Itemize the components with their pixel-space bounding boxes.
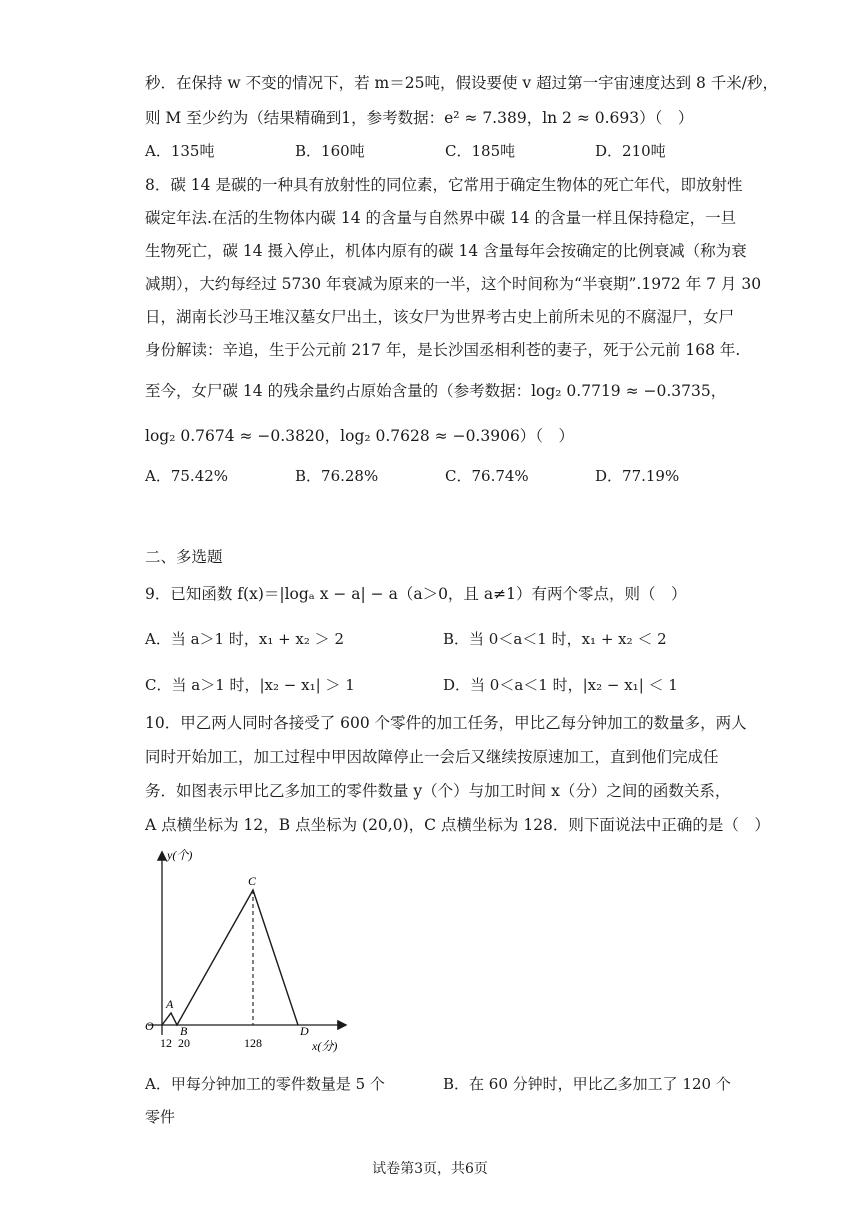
q8-option-c[interactable]: C．76.74% — [445, 467, 529, 485]
q10-line-3: 务．如图表示甲比乙多加工的零件数量 y（个）与加工时间 x（分）之间的函数关系， — [145, 782, 731, 800]
q9-option-a[interactable]: A．当 a＞1 时，x₁ + x₂ ＞ 2 — [145, 630, 344, 648]
q8-option-d[interactable]: D．77.19% — [595, 467, 680, 485]
q9-option-c[interactable]: C．当 a＞1 时，|x₂ − x₁| ＞ 1 — [145, 676, 355, 694]
x-axis-label: x(分) — [312, 1039, 338, 1053]
origin-label: O — [145, 1019, 154, 1033]
q10-option-b[interactable]: B．在 60 分钟时，甲比乙多加工了 120 个 — [443, 1075, 731, 1093]
q7-option-c[interactable]: C．185吨 — [445, 142, 516, 160]
q8-line-6: 身份解读：辛追，生于公元前 217 年，是长沙国丞相利苍的妻子，死于公元前 168 年. — [145, 341, 741, 359]
q10-option-a[interactable]: A．甲每分钟加工的零件数量是 5 个 — [145, 1075, 385, 1093]
tick-12-label: 12 — [160, 1036, 172, 1050]
q8-option-a[interactable]: A．75.42% — [145, 467, 229, 485]
point-d-label: D — [300, 1024, 309, 1038]
page-footer: 试卷第3页，共6页 — [372, 1161, 488, 1177]
q8-line-7: 至今，女尸碳 14 的残余量约占原始含量的（参考数据：log₂ 0.7719 ≈ −0.3735， — [145, 382, 727, 400]
tick-20-label: 20 — [178, 1036, 190, 1050]
point-c-label: C — [248, 874, 257, 888]
q7-option-a[interactable]: A．135吨 — [145, 142, 215, 160]
q10-line-4: A 点横坐标为 12，B 点坐标为 (20,0)，C 点横坐标为 128．则下面说法中正确的是（ ） — [145, 816, 770, 834]
q10-option-b-continued: 零件 — [145, 1108, 176, 1126]
q7-option-d[interactable]: D．210吨 — [595, 142, 666, 160]
q10-function-graph — [140, 845, 360, 1060]
point-a-label: A — [166, 997, 174, 1011]
q8-line-5: 日，湖南长沙马王堆汉墓女尸出土，该女尸为世界考古史上前所未见的不腐湿尸，女尸 — [145, 308, 735, 326]
q8-option-b[interactable]: B．76.28% — [295, 467, 379, 485]
q9-stem: 9．已知函数 f(x)＝|logₐ x − a| − a（a＞0，且 a≠1）有两个零点，则（ ） — [145, 585, 687, 603]
q9-option-d[interactable]: D．当 0＜a＜1 时，|x₂ − x₁| ＜ 1 — [443, 676, 678, 694]
q8-line-4: 减期），大约每经过 5730 年衰减为原来的一半，这个时间称为“半衰期”.1972 年 7 月 30 — [145, 275, 762, 293]
graph-polyline — [162, 890, 298, 1025]
q10-line-2: 同时开始加工，加工过程中甲因故障停止一会后又继续按原速加工，直到他们完成任 — [145, 748, 719, 766]
q9-option-b[interactable]: B．当 0＜a＜1 时，x₁ + x₂ ＜ 2 — [443, 630, 667, 648]
q8-line-2: 碳定年法.在活的生物体内碳 14 的含量与自然界中碳 14 的含量一样且保持稳定，一旦 — [145, 209, 737, 227]
q8-line-8: log₂ 0.7674 ≈ −0.3820，log₂ 0.7628 ≈ −0.3906）（ ） — [145, 427, 575, 445]
q10-line-1: 10．甲乙两人同时各接受了 600 个零件的加工任务，甲比乙每分钟加工的数量多，两人 — [145, 714, 747, 732]
section-heading-multiple-choice: 二、多选题 — [145, 548, 223, 566]
q7-line-1: 秒．在保持 w 不变的情况下，若 m＝25吨，假设要使 v 超过第一宇宙速度达到 8 千米/秒， — [145, 74, 779, 92]
q8-line-1: 8．碳 14 是碳的一种具有放射性的同位素，它常用于确定生物体的死亡年代，即放射性 — [145, 176, 743, 194]
point-b-label: B — [180, 1024, 188, 1038]
tick-128-label: 128 — [244, 1036, 262, 1050]
y-axis-label: y(个) — [167, 848, 193, 862]
q7-line-2: 则 M 至少约为（结果精确到1，参考数据：e² ≈ 7.389，ln 2 ≈ 0.693）（ ） — [145, 109, 694, 127]
q7-option-b[interactable]: B．160吨 — [295, 142, 365, 160]
q8-line-3: 生物死亡，碳 14 摄入停止，机体内原有的碳 14 含量每年会按确定的比例衰减（称为衰 — [145, 242, 747, 260]
